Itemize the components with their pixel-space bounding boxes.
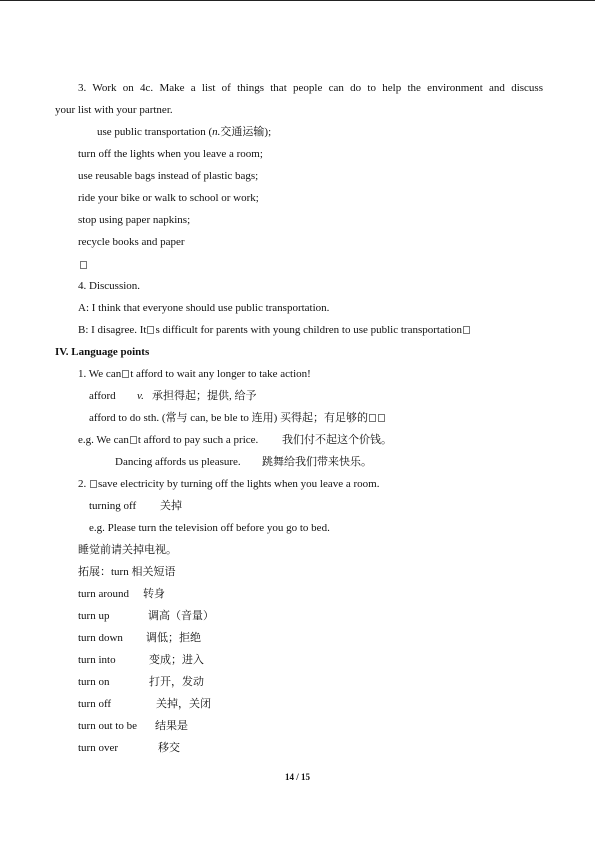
point1-example2-cn: 跳舞给我们带来快乐。	[262, 456, 372, 468]
point2-example-cn: 睡觉前请关掉电视。	[78, 544, 177, 556]
missing-glyph-icon	[90, 480, 97, 488]
phrase-en: turn on	[78, 676, 110, 688]
item3-line2: your list with your partner.	[55, 104, 173, 116]
phrase-cn: 转身	[143, 588, 165, 600]
phrase-cn: 移交	[158, 742, 180, 754]
discussion-title: 4. Discussion.	[78, 280, 141, 292]
point1-example1-part2: t afford to pay such a price.	[137, 434, 259, 446]
phrase-en: turn down	[78, 632, 123, 644]
point2-extension: 拓展：turn 相关短语	[78, 566, 176, 578]
phrase-en: turn around	[78, 588, 130, 600]
point2-sentence	[78, 477, 379, 491]
discussion-b-part2: s difficult for parents with young children to use public transportation	[155, 324, 462, 336]
point1-example1-part1: e.g. We can	[78, 434, 129, 446]
phrase-en: turn into	[78, 654, 116, 666]
missing-glyph-icon	[130, 436, 137, 444]
missing-glyph-icon	[369, 414, 376, 422]
point1-example1	[78, 433, 258, 447]
point2-example-en: e.g. Please turn the television off before you go to bed.	[89, 522, 330, 534]
point1-pos-text: v.	[137, 390, 144, 402]
point1-word: afford	[89, 390, 116, 402]
missing-glyph-icon	[80, 261, 87, 269]
discussion-a: A: I think that everyone should use public transportation.	[78, 302, 330, 314]
point2-phrase-cn: 关掉	[160, 500, 182, 512]
discussion-b-part1: B: I disagree. It	[78, 324, 147, 336]
point2-sentence-part1: 2.	[78, 478, 89, 490]
phrase-cn: 结果是	[155, 720, 188, 732]
header-rule	[0, 0, 595, 1]
point1-sentence-part1: 1. We can	[78, 368, 122, 380]
list-item-2: turn off the lights when you leave a room;	[78, 148, 263, 160]
phrase-en: turn over	[78, 742, 119, 754]
phrase-cn: 关掉，关闭	[156, 698, 211, 710]
point1-meaning: 承担得起；提供, 给予	[152, 390, 257, 402]
discussion-b	[78, 323, 471, 337]
item3-line1: 3. Work on 4c. Make a list of things that people can do to help the environment and discuss	[78, 82, 543, 94]
point2-phrase: turning off	[89, 500, 137, 512]
point1-pos	[137, 389, 144, 403]
list-item-6: recycle books and paper	[78, 236, 185, 248]
section-title: IV. Language points	[55, 346, 150, 358]
list-item-4: ride your bike or walk to school or work;	[78, 192, 259, 204]
list-item-3: use reusable bags instead of plastic bags;	[78, 170, 259, 182]
point1-usage-text: afford to do sth. (常与 can, be ble to 连用) 买得起；有足够的	[89, 412, 369, 424]
phrase-cn: 打开，发动	[149, 676, 204, 688]
phrase-en: turn off	[78, 698, 112, 710]
missing-glyph-icon	[378, 414, 385, 422]
point1-example2-en: Dancing affords us pleasure.	[115, 456, 241, 468]
list-item-1-pos: n.	[212, 126, 221, 138]
placeholder-glyph	[79, 258, 88, 272]
phrase-cn: 变成；进入	[149, 654, 204, 666]
missing-glyph-icon	[122, 370, 129, 378]
list-item-1-text-b: 交通运输);	[220, 126, 272, 138]
list-item-1	[97, 125, 271, 139]
point1-sentence	[78, 367, 311, 381]
phrase-en: turn up	[78, 610, 110, 622]
point1-sentence-part2: t afford to wait any longer to take action!	[130, 368, 311, 380]
phrase-cn: 调高（音量）	[148, 610, 214, 622]
point1-usage	[89, 411, 386, 425]
missing-glyph-icon	[147, 326, 154, 334]
list-item-1-text-a: use public transportation (	[97, 126, 213, 138]
page-number: 14 / 15	[284, 772, 310, 782]
point1-example1-cn: 我们付不起这个价钱。	[282, 434, 392, 446]
phrase-cn: 调低；拒绝	[146, 632, 201, 644]
missing-glyph-icon	[463, 326, 470, 334]
phrase-en: turn out to be	[78, 720, 137, 732]
list-item-5: stop using paper napkins;	[78, 214, 191, 226]
point2-sentence-part2: save electricity by turning off the lights when you leave a room.	[98, 478, 380, 490]
